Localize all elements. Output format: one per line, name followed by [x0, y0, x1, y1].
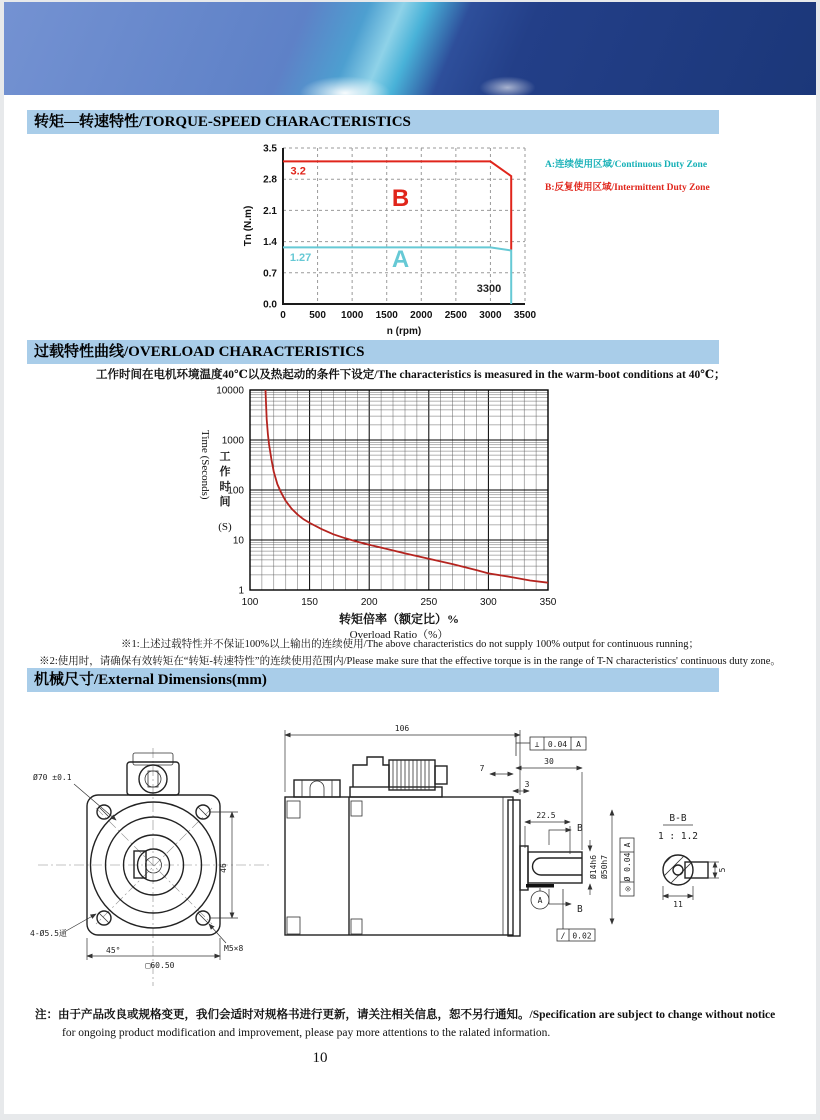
svg-text:3000: 3000	[479, 310, 502, 321]
gdt-concentricity-icon: ◎	[623, 886, 632, 892]
svg-text:100: 100	[227, 485, 244, 497]
svg-text:500: 500	[309, 310, 326, 321]
svg-text:1000: 1000	[221, 435, 244, 447]
svg-text:0.0: 0.0	[263, 299, 277, 311]
dim-spigot-diameter: Ø50h7	[600, 854, 609, 880]
svg-text:0: 0	[280, 310, 286, 321]
svg-text:1.4: 1.4	[263, 237, 277, 249]
spigot	[520, 846, 528, 890]
dim-22-5: 22.5	[536, 811, 556, 820]
keyway-section	[685, 862, 708, 878]
svg-text:B: B	[391, 184, 410, 212]
svg-text:工: 工	[219, 451, 231, 463]
section-mark-b-top: B	[577, 823, 583, 834]
svg-text:250: 250	[420, 597, 438, 608]
gdt-runout-tolerance: 0.02	[572, 931, 592, 941]
svg-text:Time (Seconds): Time (Seconds)	[199, 430, 211, 500]
svg-text:1.27: 1.27	[289, 251, 312, 264]
power-connector-ribbed	[389, 760, 435, 790]
svg-text:转矩倍率（额定比）%: 转矩倍率（额定比）%	[338, 612, 460, 626]
section-title-dimensions-label: 机械尺寸/External Dimensions(mm)	[34, 672, 267, 688]
section-bb-title: B-B	[669, 813, 687, 824]
section-mark-b-bottom: B	[577, 904, 583, 915]
svg-text:100: 100	[241, 597, 259, 608]
dim-hole-pitch: 46	[219, 863, 228, 873]
dim-mounting-holes: 4-Ø5.5通	[30, 929, 67, 938]
svg-text:时: 时	[219, 481, 231, 493]
svg-text:Overload Ratio（%）: Overload Ratio（%）	[349, 629, 449, 641]
dim-square-size: □60.50	[145, 961, 175, 970]
svg-text:2.1: 2.1	[263, 205, 277, 217]
dim-3: 3	[524, 780, 530, 789]
svg-text:作: 作	[219, 466, 231, 478]
dim-flange-diameter: Ø70 ±0.1	[33, 773, 72, 782]
torque-speed-chart	[238, 138, 558, 338]
mechanical-drawing	[30, 700, 790, 1010]
svg-text:200: 200	[360, 597, 378, 608]
svg-text:A: A	[391, 246, 410, 273]
dim-total-length: 106	[394, 724, 410, 733]
section-title-torque-speed-label: 转矩—转速特性/TORQUE-SPEED CHARACTERISTICS	[34, 114, 411, 130]
mounting-flange-plate	[508, 800, 520, 936]
section-title-torque-speed	[27, 110, 719, 134]
dim-shaft-diameter: Ø14h6	[589, 854, 598, 880]
dim-hole-angle: 45°	[106, 946, 121, 955]
datum-a-label: A	[537, 896, 543, 905]
overload-conditions-note: 工作时间在电机环境温度40℃以及热起动的条件下设定/The characteristics is measured in the warm-boot conditions at 40℃；	[96, 369, 726, 381]
power-connector-elbow	[353, 757, 389, 787]
svg-text:n (rpm): n (rpm)	[386, 326, 422, 337]
gdt-conc-tolerance: Ø 0.04	[623, 852, 632, 882]
gdt-perpendicularity-icon: ⊥	[534, 740, 540, 749]
gdt-perp-tolerance: 0.04	[547, 740, 568, 749]
svg-text:10: 10	[232, 535, 244, 547]
legend-intermittent-duty-zone: B:反复使用区域/Intermittent Duty Zone	[545, 183, 710, 193]
gdt-runout-icon: /	[560, 931, 566, 941]
svg-text:150: 150	[301, 597, 318, 608]
svg-text:2500: 2500	[444, 310, 467, 321]
svg-text:间: 间	[219, 496, 231, 508]
dim-30: 30	[544, 757, 554, 766]
svg-text:350: 350	[539, 597, 557, 608]
svg-text:2.8: 2.8	[263, 174, 277, 186]
svg-text:3.5: 3.5	[263, 143, 277, 155]
svg-text:300: 300	[480, 597, 497, 608]
power-connector-base	[350, 787, 442, 797]
section-title-overload-label: 过载特性曲线/OVERLOAD CHARACTERISTICS	[34, 344, 365, 360]
svg-text:(S): (S)	[218, 521, 232, 533]
encoder-connector	[294, 780, 340, 797]
shaft-keyway-slot	[533, 858, 583, 875]
svg-text:10000: 10000	[216, 385, 244, 397]
overload-note-2: ※2:使用时，请确保有效转矩在“转矩-转速特性”的连续使用范围内/Please make sure that the effective torque is in the range of T-N characteristics' continuous duty zone。	[39, 656, 781, 667]
page-header-banner	[4, 2, 816, 95]
svg-text:1: 1	[238, 585, 244, 597]
section-title-overload	[27, 340, 719, 364]
svg-text:2000: 2000	[410, 310, 433, 321]
shaft-section-circle	[663, 855, 693, 885]
svg-text:1500: 1500	[375, 310, 398, 321]
overload-note-1: ※1:上述过载特性并不保证100%以上输出的连续使用/The above characteristics do not supply 100% output for continuous running；	[120, 639, 699, 650]
svg-text:0.7: 0.7	[263, 268, 277, 280]
svg-text:Tn (N.m): Tn (N.m)	[243, 205, 254, 247]
dim-thread: M5×8	[224, 944, 244, 953]
footer-line2: for ongoing product modification and improvement, please pay more attentions to the ralated information.	[62, 1027, 551, 1039]
svg-text:3500: 3500	[513, 310, 537, 321]
dim-keyway-depth: 5	[718, 867, 727, 873]
svg-text:3300: 3300	[476, 283, 502, 295]
torque-chart-legend	[545, 156, 710, 202]
section-title-dimensions	[27, 668, 719, 692]
dim-7: 7	[479, 764, 485, 773]
footer-disclaimer	[35, 1006, 785, 1042]
shaft	[528, 852, 582, 883]
dim-keyway-width: 11	[673, 900, 683, 909]
svg-text:1000: 1000	[341, 310, 364, 321]
section-bb-view	[652, 813, 727, 909]
legend-continuous-duty-zone: A:连续使用区域/Continuous Duty Zone	[545, 160, 708, 170]
datasheet-page	[4, 2, 816, 1114]
front-view	[30, 748, 270, 986]
svg-text:3.2: 3.2	[290, 165, 306, 178]
motor-body	[285, 797, 513, 935]
gdt-perp-datum: A	[576, 740, 581, 749]
page-number: 10	[312, 1050, 328, 1066]
gdt-conc-datum: A	[623, 842, 632, 848]
side-view	[285, 724, 634, 941]
overload-chart	[185, 382, 625, 644]
footer-line1: 注：由于产品改良或规格变更，我们会适时对规格书进行更新，请关注相关信息，恕不另行通知。/Specification are subject to change without notice	[35, 1009, 776, 1021]
section-bb-scale: 1 : 1.2	[657, 831, 699, 842]
